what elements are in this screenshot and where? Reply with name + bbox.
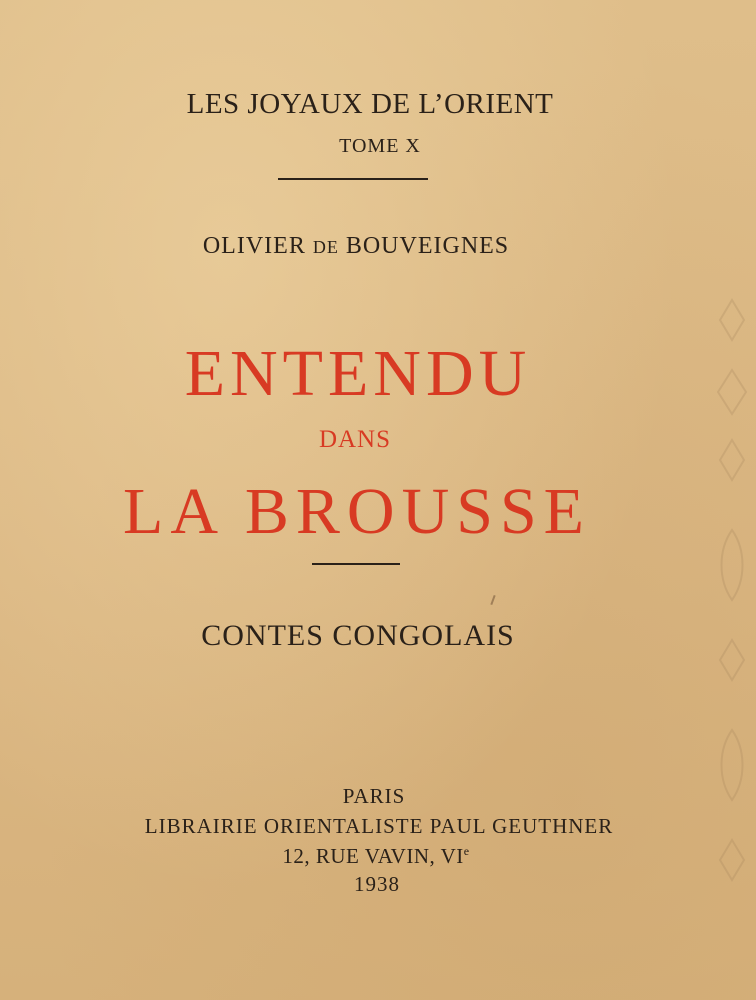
paper-speck bbox=[490, 595, 495, 605]
series-title: LES JOYAUX DE L’ORIENT bbox=[186, 88, 554, 120]
author-particle: DE bbox=[312, 237, 339, 257]
imprint-address-main: 12, RUE VAVIN, VI bbox=[282, 844, 464, 868]
imprint-address-superscript: e bbox=[463, 844, 470, 858]
imprint-publisher: LIBRAIRIE ORIENTALISTE PAUL GEUTHNER bbox=[144, 814, 614, 838]
top-divider bbox=[278, 178, 428, 180]
author-name bbox=[0, 233, 734, 260]
subtitle: CONTES CONGOLAIS bbox=[201, 619, 515, 652]
title-line-1: ENTENDU bbox=[184, 337, 532, 410]
author-first-name: OLIVIER bbox=[202, 233, 306, 259]
imprint-address bbox=[0, 844, 754, 869]
author-last-name: BOUVEIGNES bbox=[345, 233, 510, 259]
volume-number: TOME X bbox=[339, 135, 421, 157]
middle-divider bbox=[312, 563, 400, 565]
imprint-year: 1938 bbox=[354, 872, 400, 896]
imprint-place: PARIS bbox=[342, 784, 406, 808]
title-line-2: DANS bbox=[318, 426, 392, 453]
title-line-3: LA BROUSSE bbox=[123, 475, 591, 548]
faint-showthrough-ornament bbox=[712, 280, 752, 920]
